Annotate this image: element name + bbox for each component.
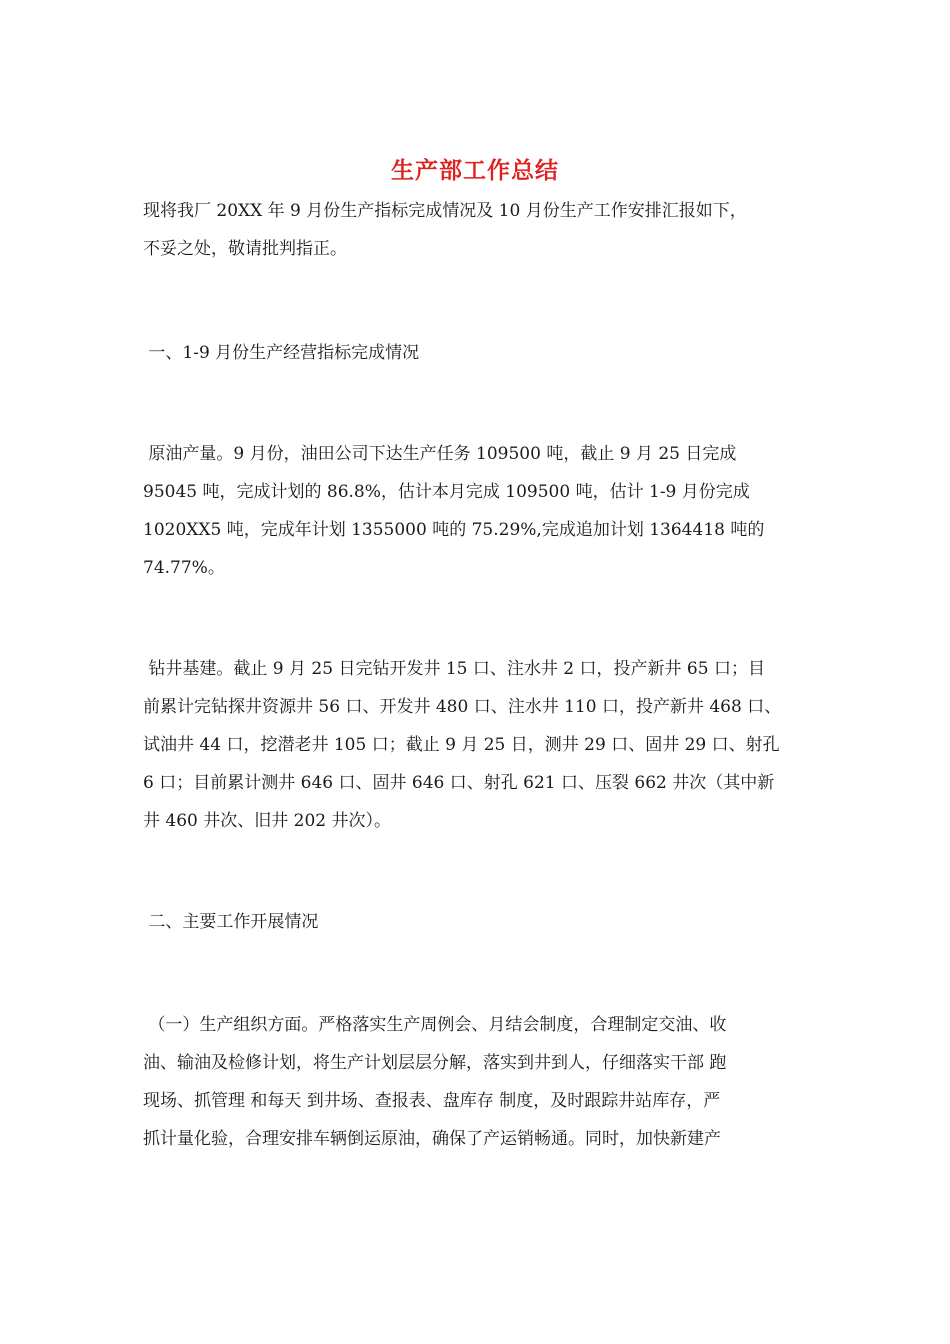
heading-text: 一、1-9 月份生产经营指标完成情况 bbox=[143, 343, 420, 363]
text-line: 抓计量化验，合理安排车辆倒运原油，确保了产运销畅通。同时，加快新建产 bbox=[143, 1129, 721, 1149]
production-organization-paragraph bbox=[143, 1006, 823, 1158]
text-line: 井 460 井次、旧井 202 井次）。 bbox=[143, 811, 392, 831]
text-line: 钻井基建。截止 9 月 25 日完钻开发井 15 口、注水井 2 口，投产新井 65 口；目 bbox=[143, 659, 765, 679]
text-line: 1020XX5 吨，完成年计划 1355000 吨的 75.29%,完成追加计划 1364418 吨的 bbox=[143, 520, 765, 540]
text-line: 油、输油及检修计划，将生产计划层层分解，落实到井到人，仔细落实干部 跑 bbox=[143, 1053, 727, 1073]
oil-production-paragraph bbox=[143, 435, 823, 587]
section-heading-2 bbox=[143, 903, 823, 941]
text-line: 现场、抓管理 和每天 到井场、查报表、盘库存 制度，及时跟踪井站库存，严 bbox=[143, 1091, 721, 1111]
text-line: 原油产量。9 月份，油田公司下达生产任务 109500 吨，截止 9 月 25 日完成 bbox=[143, 444, 737, 464]
section-heading-1 bbox=[143, 334, 823, 372]
drilling-paragraph bbox=[143, 650, 823, 840]
heading-text: 二、主要工作开展情况 bbox=[143, 912, 319, 932]
text-line: 现将我厂 20XX 年 9 月份生产指标完成情况及 10 月份生产工作安排汇报如下， bbox=[143, 201, 747, 221]
text-line: 6 口；目前累计测井 646 口、固井 646 口、射孔 621 口、压裂 662 井次（其中新 bbox=[143, 773, 775, 793]
text-line: 前累计完钻探井资源井 56 口、开发井 480 口、注水井 110 口，投产新井 468 口、 bbox=[143, 697, 782, 717]
text-line: （一）生产组织方面。严格落实生产周例会、月结会制度，合理制定交油、收 bbox=[143, 1015, 727, 1035]
text-line: 不妥之处，敬请批判指正。 bbox=[143, 239, 347, 259]
text-line: 74.77%。 bbox=[143, 558, 225, 578]
text-line: 95045 吨，完成计划的 86.8%，估计本月完成 109500 吨，估计 1-9 月份完成 bbox=[143, 482, 750, 502]
document-title: 生产部工作总结 bbox=[391, 157, 559, 184]
intro-paragraph bbox=[143, 192, 823, 268]
text-line: 试油井 44 口，挖潜老井 105 口；截止 9 月 25 日，测井 29 口、固井 29 口、射孔 bbox=[143, 735, 780, 755]
